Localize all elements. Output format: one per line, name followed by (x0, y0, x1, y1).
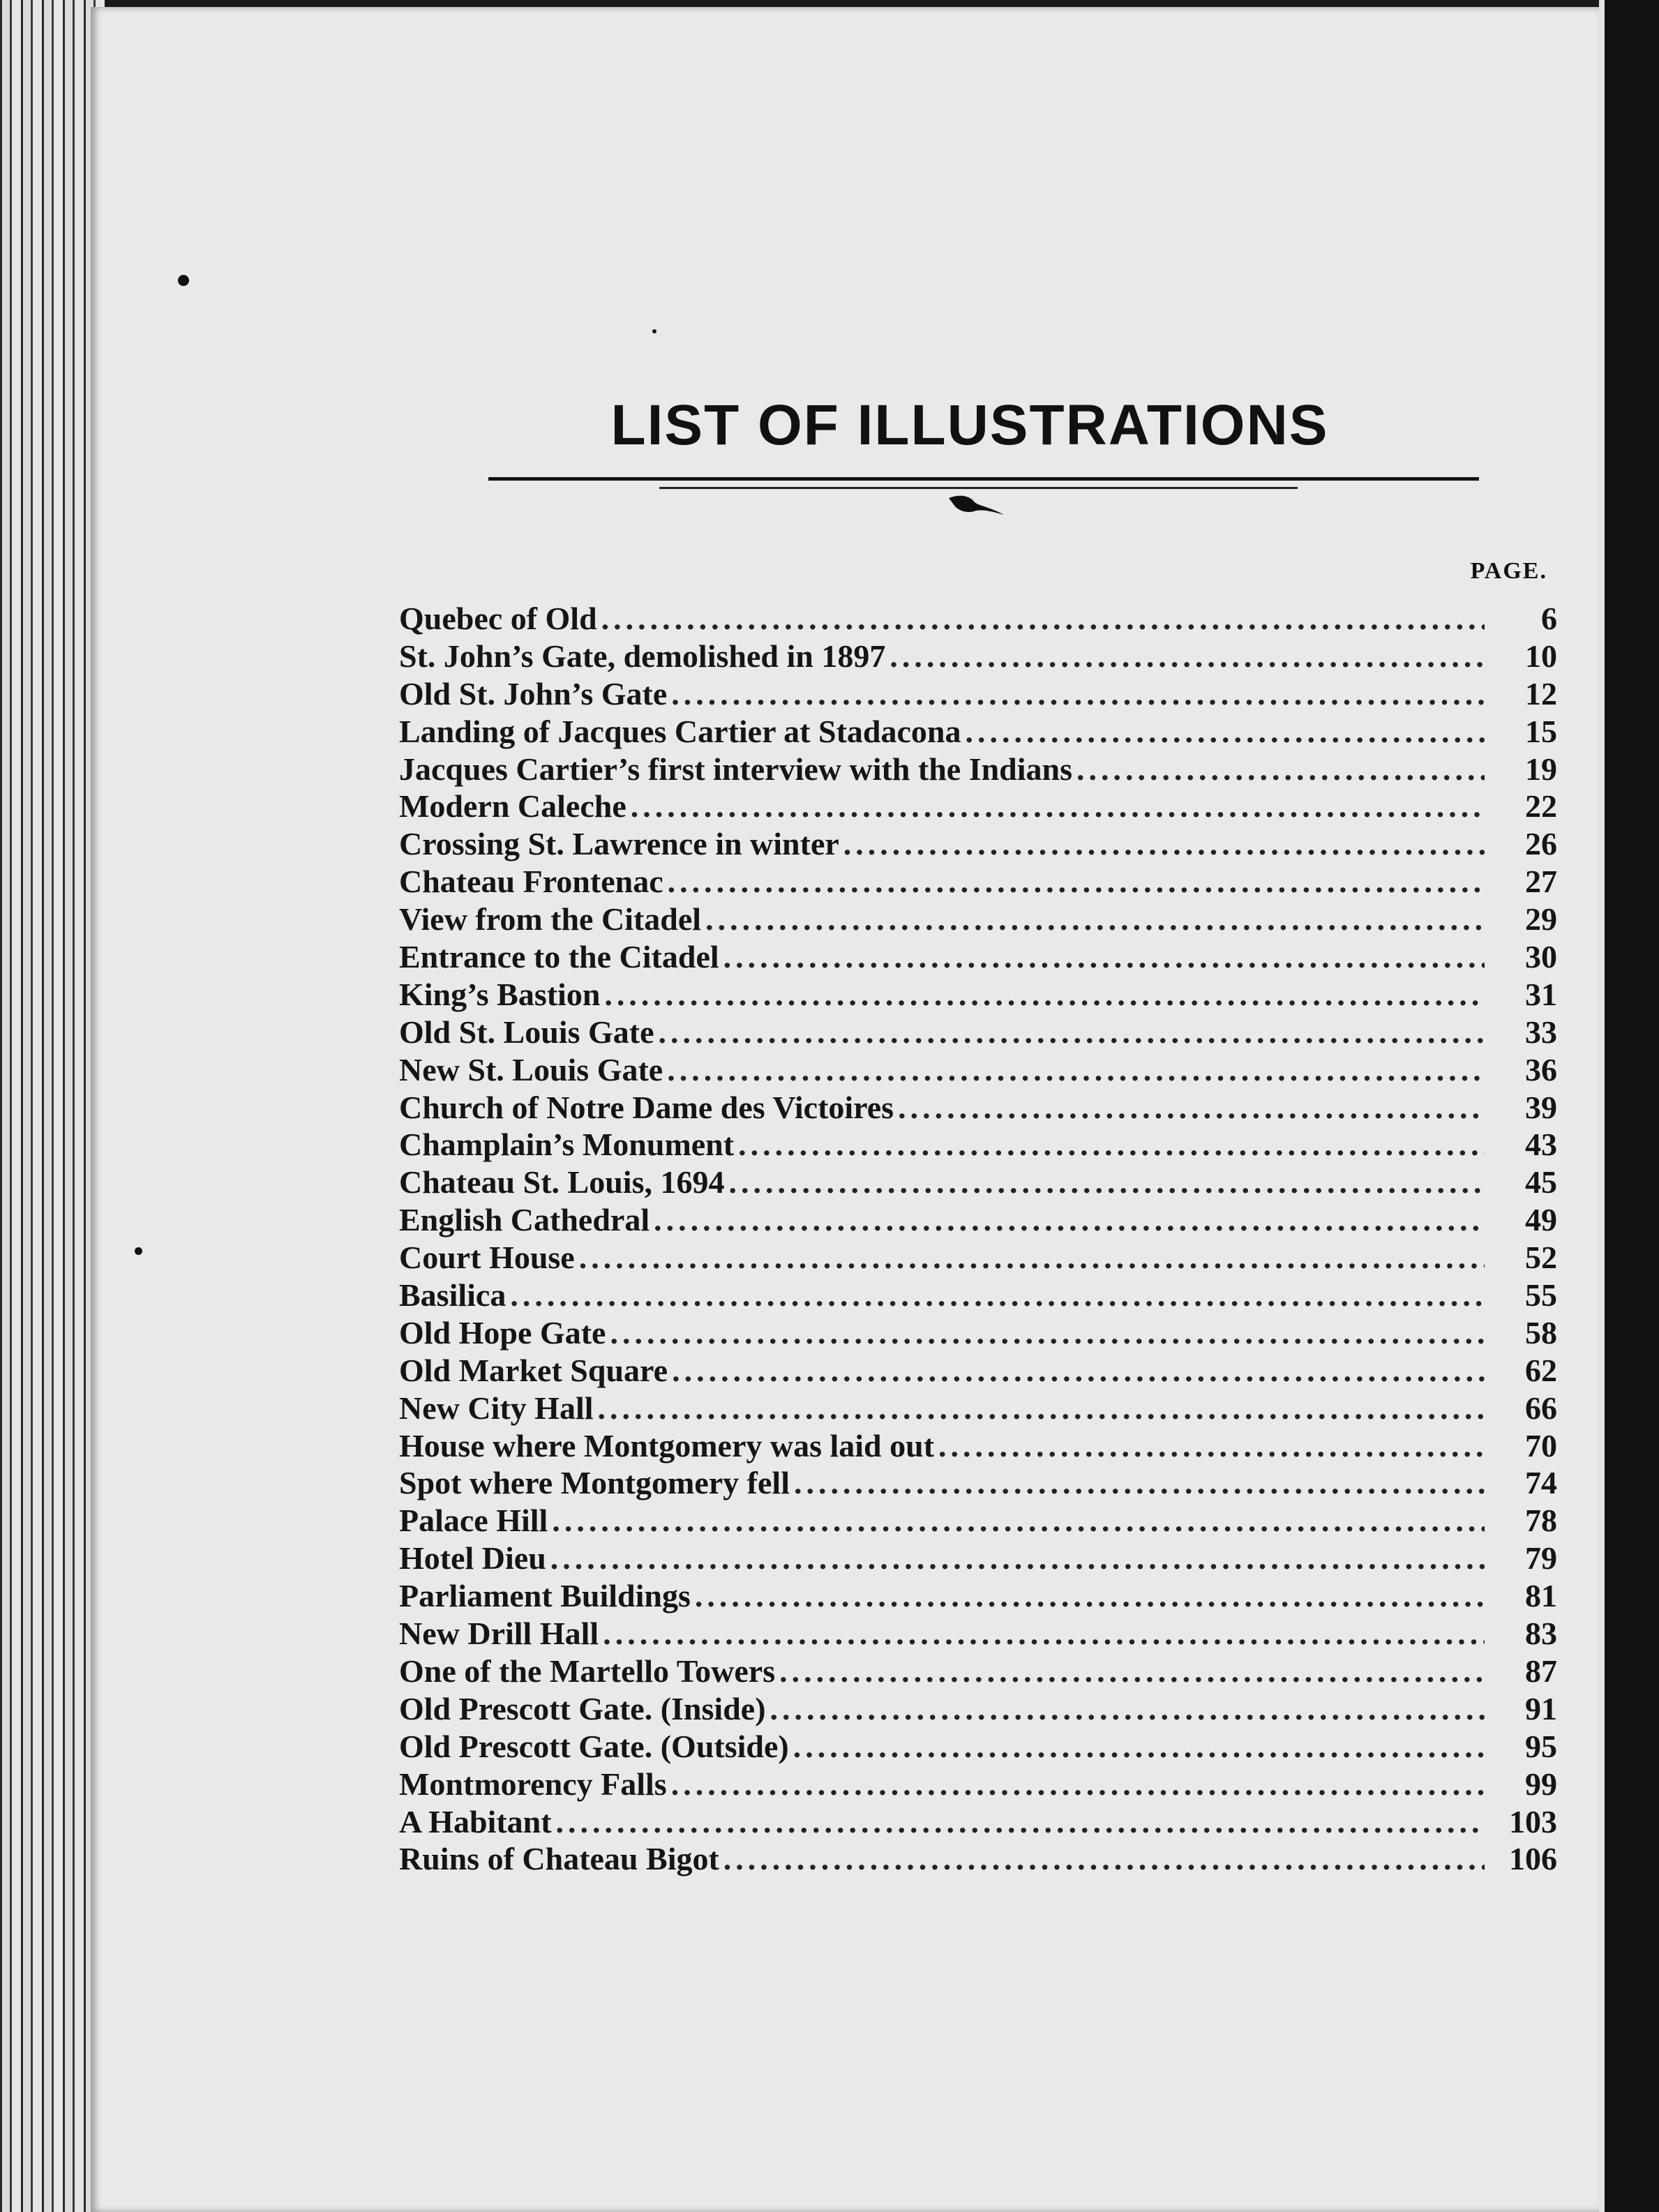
entry-page: 39 (1525, 1089, 1557, 1125)
entry-title: Spot where Montgomery fell (399, 1465, 790, 1501)
dot-leader (601, 600, 1485, 637)
entry-page: 36 (1525, 1051, 1557, 1088)
list-item (399, 1089, 1557, 1127)
entry-title: Ruins of Chateau Bigot (399, 1841, 719, 1877)
entry-page: 30 (1525, 939, 1557, 975)
dot-leader (770, 1690, 1485, 1727)
hand-ornament-icon (945, 492, 1008, 520)
entry-title: St. John’s Gate, demolished in 1897 (399, 638, 886, 674)
entry-title: Old Prescott Gate. (Outside) (399, 1728, 789, 1764)
title-subrule (659, 487, 1298, 489)
entry-page: 55 (1525, 1277, 1557, 1314)
right-page-shadow (1599, 0, 1659, 2212)
list-item (399, 1014, 1557, 1051)
ink-speck (135, 1247, 142, 1255)
dot-leader (898, 1089, 1485, 1126)
entry-page: 95 (1525, 1728, 1557, 1764)
entry-title: One of the Martello Towers (399, 1653, 776, 1689)
dot-leader (843, 825, 1485, 862)
dot-leader (794, 1464, 1485, 1501)
entry-title: Crossing St. Lawrence in winter (399, 826, 839, 862)
entry-title: Landing of Jacques Cartier at Stadacona (399, 713, 961, 749)
dot-leader (631, 788, 1485, 825)
entry-page: 62 (1525, 1352, 1557, 1388)
entry-page: 74 (1525, 1465, 1557, 1501)
entry-title: Jacques Cartier’s first interview with the Indians (399, 751, 1073, 787)
dot-leader (510, 1277, 1485, 1314)
entry-title: Old St. John’s Gate (399, 675, 668, 712)
entry-title: Hotel Dieu (399, 1540, 546, 1577)
entry-title: Chateau St. Louis, 1694 (399, 1164, 725, 1201)
entry-page: 83 (1525, 1616, 1557, 1652)
list-item (399, 713, 1557, 751)
dot-leader (723, 938, 1485, 975)
dot-leader (671, 1766, 1485, 1803)
dot-leader (668, 863, 1485, 900)
entry-page: 29 (1525, 901, 1557, 938)
list-item (399, 1803, 1557, 1841)
dot-leader (705, 901, 1485, 938)
entry-page: 99 (1525, 1766, 1557, 1802)
list-item (399, 1540, 1557, 1577)
list-item (399, 675, 1557, 713)
entry-title: A Habitant (399, 1803, 552, 1839)
entry-title: Modern Caleche (399, 788, 626, 825)
stacked-page-edges (0, 0, 105, 2212)
dot-leader (579, 1239, 1485, 1276)
list-item (399, 1464, 1557, 1502)
entry-page: 6 (1541, 601, 1557, 636)
list-item (399, 788, 1557, 825)
entry-title: Old Prescott Gate. (Inside) (399, 1690, 766, 1726)
dot-leader (723, 1840, 1485, 1877)
entry-title: View from the Citadel (399, 901, 702, 938)
entry-title: King’s Bastion (399, 976, 601, 1012)
entry-page: 26 (1525, 826, 1557, 862)
page-title: LIST OF ILLUSTRATIONS (610, 393, 1329, 457)
dot-leader (610, 1314, 1485, 1351)
list-item (399, 638, 1557, 675)
entry-title: Quebec of Old (399, 601, 597, 636)
entry-title: New City Hall (399, 1390, 594, 1426)
entry-page: 103 (1509, 1803, 1557, 1839)
entry-page: 70 (1525, 1427, 1557, 1464)
entry-title: House where Montgomery was laid out (399, 1427, 935, 1464)
entry-page: 31 (1525, 976, 1557, 1012)
dot-leader (603, 1615, 1485, 1652)
entry-page: 12 (1525, 675, 1557, 712)
title-rule (488, 477, 1479, 481)
entry-page: 45 (1525, 1164, 1557, 1201)
entry-title: Basilica (399, 1277, 506, 1314)
dot-leader (965, 713, 1485, 750)
ink-speck (178, 275, 189, 286)
dot-leader (738, 1126, 1485, 1163)
list-item (399, 1840, 1557, 1878)
dot-leader (671, 675, 1485, 712)
dot-leader (793, 1728, 1485, 1765)
entry-page: 33 (1525, 1014, 1557, 1050)
entry-page: 43 (1525, 1127, 1557, 1163)
list-item (399, 1390, 1557, 1427)
dot-leader (889, 638, 1485, 675)
entry-page: 78 (1525, 1503, 1557, 1539)
list-item (399, 1051, 1557, 1089)
list-item (399, 751, 1557, 788)
entry-page: 106 (1509, 1841, 1557, 1877)
list-item (399, 1690, 1557, 1728)
list-item (399, 1126, 1557, 1164)
list-item (399, 1728, 1557, 1766)
list-item (399, 863, 1557, 901)
entry-page: 79 (1525, 1540, 1557, 1577)
list-item (399, 1352, 1557, 1390)
list-item (399, 1239, 1557, 1277)
list-item (399, 1427, 1557, 1465)
dot-leader (667, 1051, 1485, 1088)
dot-leader (556, 1803, 1485, 1840)
dot-leader (779, 1653, 1485, 1690)
entry-title: New Drill Hall (399, 1616, 599, 1652)
entry-page: 81 (1525, 1578, 1557, 1614)
entry-title: English Cathedral (399, 1202, 650, 1238)
list-item (399, 1653, 1557, 1690)
entry-title: New St. Louis Gate (399, 1051, 663, 1088)
dot-leader (938, 1427, 1485, 1464)
entry-title: Montmorency Falls (399, 1766, 667, 1802)
dot-leader (672, 1352, 1485, 1389)
dot-leader (695, 1577, 1485, 1614)
page-column-header: PAGE. (1470, 558, 1547, 584)
list-item (399, 600, 1557, 638)
list-item (399, 976, 1557, 1014)
entry-title: Old Hope Gate (399, 1314, 606, 1350)
entry-title: Parliament Buildings (399, 1578, 691, 1614)
entry-title: Church of Notre Dame des Victoires (399, 1089, 894, 1125)
dot-leader (654, 1201, 1485, 1238)
dot-leader (552, 1502, 1485, 1539)
entry-title: Palace Hill (399, 1503, 548, 1539)
list-item (399, 1201, 1557, 1239)
dot-leader (1076, 751, 1485, 788)
entry-title: Old Market Square (399, 1352, 668, 1388)
entry-page: 52 (1525, 1240, 1557, 1276)
list-item (399, 1615, 1557, 1653)
list-item (399, 901, 1557, 938)
ink-speck (652, 329, 656, 333)
dot-leader (659, 1014, 1485, 1051)
dot-leader (598, 1390, 1485, 1427)
list-item (399, 1502, 1557, 1540)
entry-page: 19 (1525, 751, 1557, 787)
entry-page: 91 (1525, 1690, 1557, 1726)
entry-page: 87 (1525, 1653, 1557, 1689)
entry-page: 15 (1525, 713, 1557, 749)
list-item (399, 825, 1557, 863)
dot-leader (604, 976, 1485, 1013)
list-item (399, 1277, 1557, 1314)
dot-leader (550, 1540, 1485, 1577)
entry-title: Chateau Frontenac (399, 864, 663, 900)
entry-title: Champlain’s Monument (399, 1127, 735, 1163)
list-item (399, 1314, 1557, 1352)
list-item (399, 1577, 1557, 1615)
list-item (399, 1766, 1557, 1803)
entry-title: Old St. Louis Gate (399, 1014, 654, 1050)
entry-title: Entrance to the Citadel (399, 939, 719, 975)
entry-title: Court House (399, 1240, 575, 1276)
entry-page: 27 (1525, 864, 1557, 900)
entry-page: 49 (1525, 1202, 1557, 1238)
dot-leader (728, 1164, 1485, 1201)
entry-page: 66 (1525, 1390, 1557, 1426)
illustrations-list (399, 600, 1557, 1878)
list-item (399, 1164, 1557, 1201)
entry-page: 22 (1525, 788, 1557, 825)
list-item (399, 938, 1557, 976)
entry-page: 58 (1525, 1314, 1557, 1350)
entry-page: 10 (1525, 638, 1557, 674)
